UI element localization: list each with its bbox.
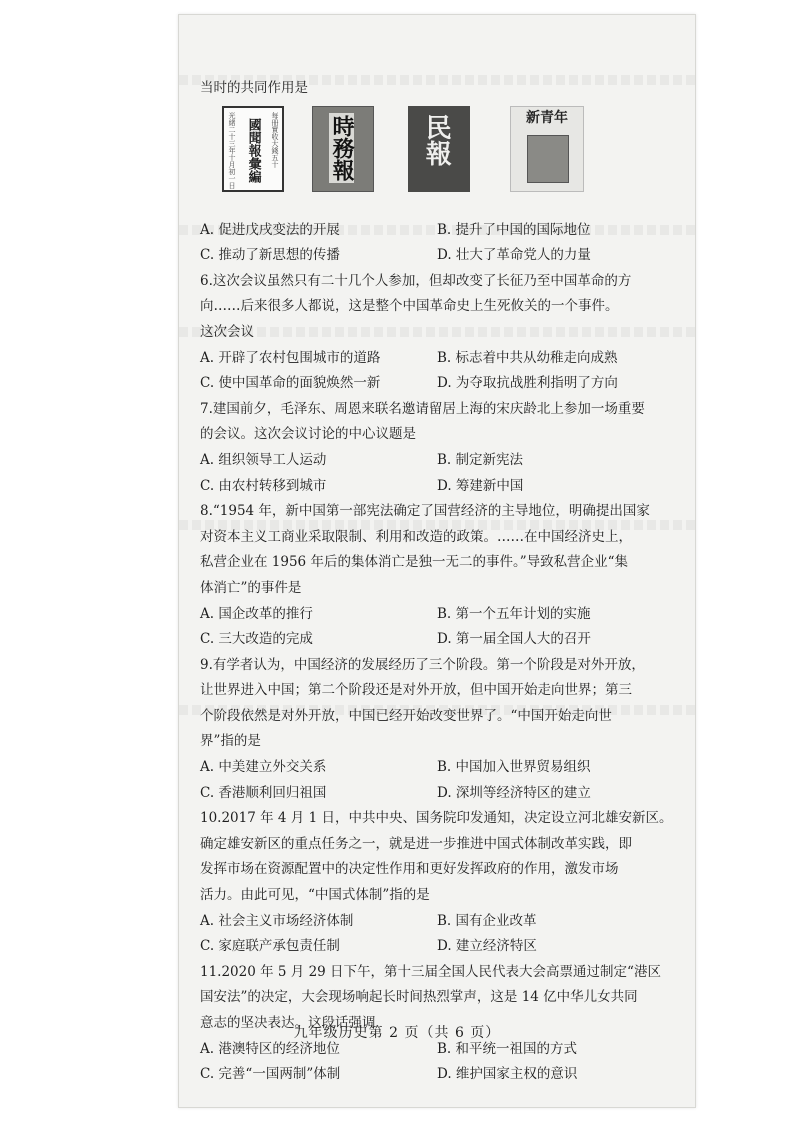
image-title: 時務報	[329, 114, 356, 181]
question-9-stem: 9.有学者认为，中国经济的发展经历了三个阶段。第一个阶段是对外开放，	[200, 656, 645, 673]
option-a[interactable]: A. 国企改革的推行	[200, 605, 313, 622]
q9-options-row	[200, 755, 672, 781]
option-b[interactable]: B. 中国加入世界贸易组织	[437, 759, 591, 776]
question-9-stem: 界”指的是	[200, 733, 261, 750]
option-a[interactable]: A. 组织领导工人运动	[200, 451, 327, 468]
q11-options-row	[200, 1062, 672, 1088]
option-c[interactable]: C. 家庭联产承包责任制	[200, 938, 340, 955]
option-d[interactable]: D. 筹建新中国	[437, 477, 524, 494]
question-10-stem: 确定雄安新区的重点任务之一，就是进一步推进中国式体制改革实践，即	[200, 835, 632, 852]
question-8-stem: 私营企业在 1956 年后的集体消亡是独一无二的事件。”导致私营企业“集	[200, 554, 628, 571]
q8-options-row	[200, 627, 672, 653]
question-11-stem: 国安法”的决定，大会现场响起长时间热烈掌声，这是 14 亿中华儿女共同	[200, 989, 638, 1006]
option-d[interactable]: D. 为夺取抗战胜利指明了方向	[437, 375, 618, 392]
image-side-text: 每冊實收大錢五十	[271, 111, 279, 168]
option-b[interactable]: B. 制定新宪法	[437, 451, 524, 468]
option-b[interactable]: B. 和平统一祖国的方式	[437, 1040, 578, 1057]
questions	[200, 76, 672, 1088]
question-10-stem: 10.2017 年 4 月 1 日，中共中央、国务院印发通知，决定设立河北雄安新区。	[200, 810, 673, 827]
image-title: 國聞報彙編	[245, 118, 261, 184]
newspaper-image-minbao	[408, 106, 470, 192]
q7-options-row	[200, 474, 672, 500]
option-a[interactable]: A. 促进戊戌变法的开展	[200, 221, 340, 238]
option-b[interactable]: B. 第一个五年计划的实施	[437, 605, 591, 622]
question-10-stem: 活力。由此可见，“中国式体制”指的是	[200, 887, 430, 904]
option-a[interactable]: A. 中美建立外交关系	[200, 759, 327, 776]
question-7-stem: 的会议。这次会议讨论的中心议题是	[200, 426, 416, 443]
question-6-stem: 这次会议	[200, 323, 254, 340]
newspaper-image-xinqingnian	[510, 106, 584, 192]
question-9-stem: 个阶段依然是对外开放，中国已经开始改变世界了。“中国开始走向世	[200, 707, 612, 724]
image-title: 民報	[421, 113, 452, 166]
q8-options-row	[200, 602, 672, 628]
option-b[interactable]: B. 标志着中共从幼稚走向成熟	[437, 349, 618, 366]
question-5-stem: 当时的共同作用是	[200, 80, 308, 96]
option-c[interactable]: C. 完善“一国两制”体制	[200, 1066, 341, 1083]
option-b[interactable]: B. 国有企业改革	[437, 912, 537, 929]
option-d[interactable]: D. 建立经济特区	[437, 938, 537, 955]
newspaper-image-guowenbao	[222, 106, 284, 192]
q9-options-row	[200, 781, 672, 807]
q10-options-row	[200, 934, 672, 960]
option-d[interactable]: D. 维护国家主权的意识	[437, 1066, 578, 1083]
question-8-stem: 8.“1954 年，新中国第一部宪法确定了国营经济的主导地位，明确提出国家	[200, 503, 650, 520]
q6-options-row	[200, 346, 672, 372]
image-side-text: 光緒二十三年十月初一日	[228, 111, 236, 189]
option-b[interactable]: B. 提升了中国的国际地位	[437, 221, 591, 238]
option-c[interactable]: C. 由农村转移到城市	[200, 477, 327, 494]
question-10-stem: 发挥市场在资源配置中的决定性作用和更好发挥政府的作用，激发市场	[200, 861, 619, 878]
question-9-stem: 让世界进入中国；第二个阶段还是对外开放，但中国开始走向世界；第三	[200, 682, 632, 699]
image-title: 新青年	[526, 109, 568, 126]
option-a[interactable]: A. 社会主义市场经济体制	[200, 912, 354, 929]
option-d[interactable]: D. 壮大了革命党人的力量	[437, 247, 591, 264]
q6-options-row	[200, 371, 672, 397]
option-c[interactable]: C. 香港顺利回归祖国	[200, 784, 327, 801]
q5-options-row	[200, 243, 672, 269]
q5-options-row	[200, 218, 672, 244]
option-c[interactable]: C. 使中国革命的面貌焕然一新	[200, 375, 381, 392]
question-6-stem: 向……后来很多人都说，这是整个中国革命史上生死攸关的一个事件。	[200, 298, 619, 315]
page-footer: 九年级历史第 2 页（共 6 页）	[293, 1025, 501, 1041]
question-8-stem: 体消亡”的事件是	[200, 579, 302, 596]
option-a[interactable]: A. 开辟了农村包围城市的道路	[200, 349, 381, 366]
option-c[interactable]: C. 三大改造的完成	[200, 631, 313, 648]
option-c[interactable]: C. 推动了新思想的传播	[200, 247, 340, 264]
question-8-stem: 对资本主义工商业采取限制、利用和改造的政策。……在中国经济史上，	[200, 528, 632, 545]
q10-options-row	[200, 909, 672, 935]
option-d[interactable]: D. 深圳等经济特区的建立	[437, 784, 591, 801]
cover-picture	[527, 135, 569, 183]
q7-options-row	[200, 448, 672, 474]
question-11-stem: 意志的坚决表达。这段话强调	[200, 1015, 376, 1031]
question-7-stem: 7.建国前夕，毛泽东、周恩来联名邀请留居上海的宋庆龄北上参加一场重要	[200, 400, 645, 417]
option-d[interactable]: D. 第一届全国人大的召开	[437, 631, 591, 648]
newspaper-image-shiwubao	[312, 106, 374, 192]
question-6-stem: 6.这次会议虽然只有二十几个人参加，但却改变了长征乃至中国革命的方	[200, 272, 632, 289]
newspaper-images	[200, 102, 672, 218]
question-11-stem: 11.2020 年 5 月 29 日下午，第十三届全国人民代表大会高票通过制定“港区	[200, 963, 661, 980]
option-a[interactable]: A. 港澳特区的经济地位	[200, 1040, 340, 1057]
